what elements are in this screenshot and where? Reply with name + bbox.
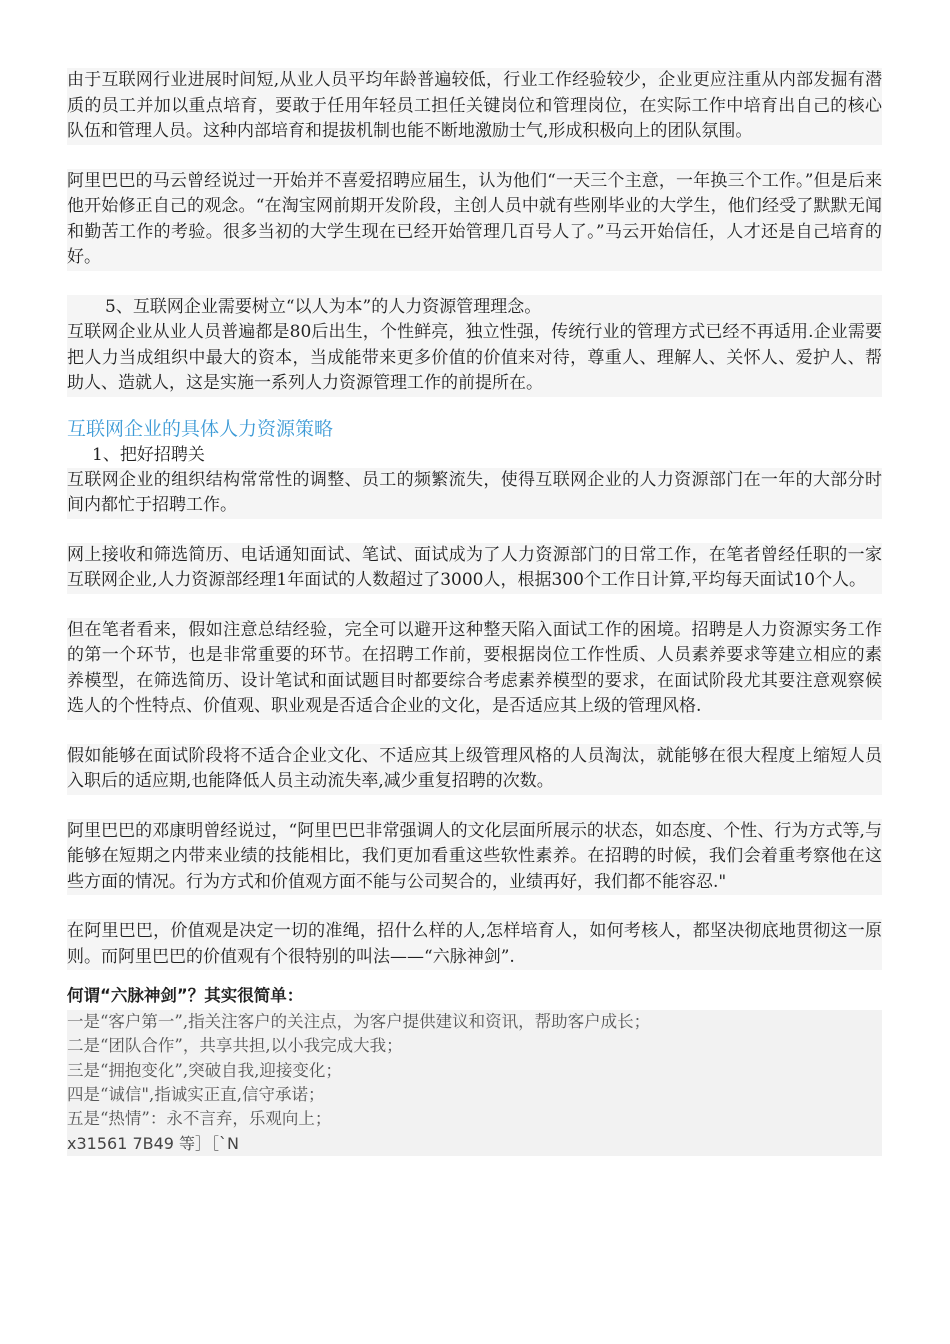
section-title-people-first: 5、互联网企业需要树立“以人为本”的人力资源管理理念。 (67, 295, 882, 321)
paragraph-interview-stats: 网上接收和筛选简历、电话通知面试、笔试、面试成为了人力资源部门的日常工作，在笔者曾经任职的一家互联网企业,人力资源部经理1年面试的人数超过了3000人，根据300个工作日计算,平均每天面试10个人。 (67, 543, 882, 594)
paragraph-jack-ma-quote: 阿里巴巴的马云曾经说过一开始并不喜爱招聘应届生，认为他们“一天三个主意，一年换三个工作。”但是后来他开始修正自己的观念。“在淘宝网前期开发阶段，主创人员中就有些刚毕业的大学生，他们经受了默默无闻和勤苦工作的考验。很多当初的大学生现在已经开始管理几百号人了。”马云开始信任，人才还是自己培育的好。 (67, 169, 882, 271)
paragraph-internal-training: 由于互联网行业进展时间短,从业人员平均年龄普遍较低，行业工作经验较少，企业更应注重从内部发掘有潜质的员工并加以重点培育，要敢于任用年轻员工担任关键岗位和管理岗位，在实际工作中培育出自己的核心队伍和管理人员。这种内部培育和提拔机制也能不断地激励士气,形成积极向上的团队氛围。 (67, 68, 882, 145)
paragraph-deng-kangming-quote: 阿里巴巴的邓康明曾经说过，“阿里巴巴非常强调人的文化层面所展示的状态，如态度、个性、行为方式等,与能够在短期之内带来业绩的技能相比，我们更加看重这些软性素养。在招聘的时候，我们会着重考察他在这些方面的情况。行为方式和价值观方面不能与公司契合的，业绩再好，我们都不能容忍." (67, 819, 882, 896)
paragraph-competency-model: 但在笔者看来，假如注意总结经验，完全可以避开这种整天陷入面试工作的困境。招聘是人力资源实务工作的第一个环节，也是非常重要的环节。在招聘工作前，要根据岗位工作性质、人员素养要求等建立相应的素养模型，在筛选简历、设计笔试和面试题目时都要综合考虑素养模型的要求，在面试阶段尤其要注意观察候选人的个性特点、价值观、职业观是否适合企业的文化，是否适应其上级的管理风格. (67, 618, 882, 720)
list-item: 四是“诚信",指诚实正直,信守承诺； (67, 1084, 325, 1104)
footer-code-line: x31561 7B49 等］［`N (67, 1131, 882, 1156)
section-heading-hr-strategy: 互联网企业的具体人力资源策略 (67, 409, 882, 443)
list-item: 三是“拥抱变化”,突破自我,迎接变化； (67, 1060, 342, 1080)
spacer (67, 895, 882, 919)
spacer (67, 397, 882, 409)
paragraph-values: 在阿里巴巴，价值观是决定一切的准绳，招什么样的人,怎样培育人，如何考核人，都坚决彻底地贯彻这一原则。而阿里巴巴的价值观有个很特别的叫法——“六脉神剑”. (67, 919, 882, 970)
paragraph-recruitment-busy: 互联网企业的组织结构常常性的调整、员工的频繁流失，使得互联网企业的人力资源部门在一年的大部分时间内都忙于招聘工作。 (67, 468, 882, 519)
spacer (67, 145, 882, 169)
six-swords-list (67, 1010, 882, 1131)
spacer (67, 720, 882, 744)
spacer (67, 519, 882, 543)
spacer (67, 795, 882, 819)
list-item: 二是“团队合作”，共享共担,以小我完成大我； (67, 1036, 403, 1056)
paragraph-people-first: 互联网企业从业人员普遍都是80后出生，个性鲜亮，独立性强，传统行业的管理方式已经不再适用.企业需要把人力当成组织中最大的资本，当成能带来更多价值的价值来对待，尊重人、理解人、关怀人、爱护人、帮助人、造就人，这是实施一系列人力资源管理工作的前提所在。 (67, 320, 882, 397)
paragraph-reduce-turnover: 假如能够在面试阶段将不适合企业文化、不适应其上级管理风格的人员淘汰，就能够在很大程度上缩短人员入职后的适应期,也能降低人员主动流失率,减少重复招聘的次数。 (67, 744, 882, 795)
bold-question-six-swords: 何谓“六脉神剑”？其实很简单： (67, 982, 882, 1010)
document-page (67, 68, 882, 1156)
list-item: 五是“热情”：永不言弃，乐观向上； (67, 1109, 332, 1129)
subsection-title-recruitment: 1、把好招聘关 (67, 443, 882, 468)
spacer (67, 594, 882, 618)
spacer (67, 271, 882, 295)
spacer (67, 970, 882, 982)
list-item: 一是“客户第一”,指关注客户的关注点，为客户提供建议和资讯，帮助客户成长； (67, 1012, 651, 1031)
